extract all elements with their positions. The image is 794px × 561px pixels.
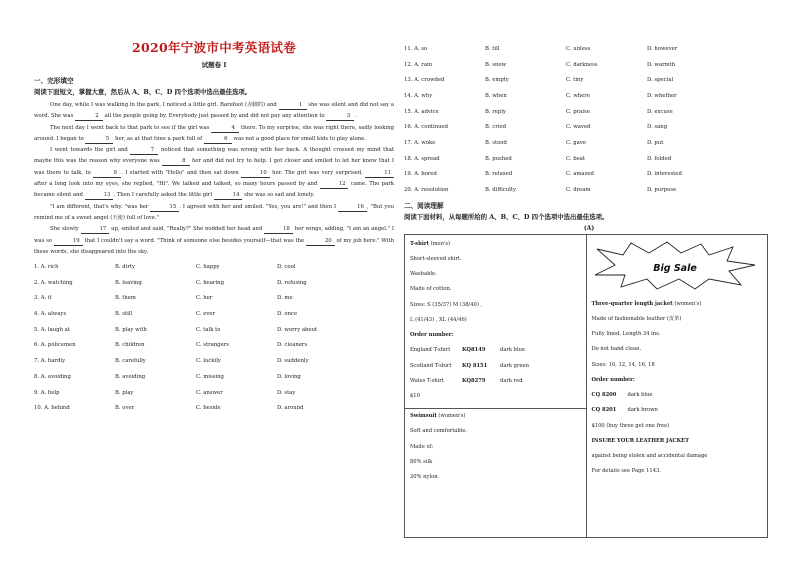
- tshirt-order-row: [405, 374, 586, 389]
- order-color: dark blue: [627, 392, 653, 399]
- options-left: [34, 259, 394, 416]
- big-sale-burst: [591, 241, 759, 295]
- option-choice[interactable]: B. difficulty: [485, 187, 516, 194]
- option-row: [34, 275, 394, 291]
- jacket-order-label: Order number:: [591, 376, 635, 383]
- order-color: dark red: [500, 377, 523, 384]
- swimsuit-line: 80% silk: [410, 458, 433, 465]
- option-choice[interactable]: B. children: [115, 342, 145, 349]
- swimsuit-note: (women's): [436, 413, 466, 420]
- jacket-orders: [587, 388, 768, 418]
- cloze-passage: [34, 100, 394, 258]
- option-row: [404, 167, 774, 183]
- swimsuit-line: Soft and comfortable.: [410, 428, 468, 435]
- option-row: [34, 291, 394, 307]
- option-choice[interactable]: D. warmth: [647, 61, 676, 68]
- blank-7[interactable]: 7: [130, 146, 158, 155]
- order-code: KQ8149: [462, 347, 486, 354]
- passage-text: "I am different, that's why. "was her: [50, 203, 151, 210]
- option-choice[interactable]: C. answer: [196, 389, 223, 396]
- option-choice[interactable]: 16. A. continued: [404, 124, 449, 131]
- blank-15[interactable]: 15: [150, 203, 179, 212]
- option-choice[interactable]: C. unless: [566, 45, 591, 52]
- option-choice[interactable]: C. praise: [566, 108, 590, 115]
- jacket-price: $100 (buy three get one free): [591, 422, 670, 429]
- blank-20[interactable]: 20: [306, 237, 335, 246]
- passage-text: . Then I carefully asked the little girl: [113, 192, 214, 199]
- blank-14[interactable]: 14: [214, 191, 243, 200]
- passage-paragraph: [34, 145, 394, 201]
- jacket-insure-line: For details see Page 1143.: [591, 468, 661, 475]
- tshirt-order-row: [405, 359, 586, 374]
- jacket-insure-line: against being stolen and accidental damage: [591, 452, 708, 459]
- tshirt-sizes: Sizes: S (35/37) M (38/40) ,: [410, 301, 483, 308]
- jacket-line: Do not hand clean.: [591, 346, 642, 353]
- passage-text: noticed that something was wrong with her back. A thought crossed my mind that maybe this was the reason why everyone was: [34, 147, 395, 165]
- option-choice[interactable]: D. suddenly: [277, 358, 309, 365]
- section1-title: 一、完形填空: [34, 77, 74, 85]
- option-row: [34, 338, 394, 354]
- ad-right-column: [587, 235, 768, 537]
- option-row: [404, 88, 774, 104]
- option-choice[interactable]: 20. A. resolution: [404, 187, 449, 194]
- order-name: Scotland T-shirt: [410, 362, 452, 369]
- passage-text: came. The park became silent and: [34, 181, 394, 199]
- tshirt-price: $10: [410, 392, 420, 399]
- option-choice[interactable]: D. special: [647, 77, 674, 84]
- option-choice[interactable]: B. stood: [485, 139, 507, 146]
- option-choice[interactable]: D. put: [647, 139, 664, 146]
- option-choice[interactable]: 15. A. advice: [404, 108, 439, 115]
- option-choice[interactable]: D. me: [277, 295, 293, 302]
- swimsuit-section: [405, 408, 586, 485]
- tshirt-orders: [405, 343, 586, 389]
- passage-text: all the people going by. Everybody just passed by and did not pay any attention to: [102, 113, 327, 120]
- option-choice[interactable]: C. luckily: [196, 358, 221, 365]
- order-code: CQ 8200: [591, 392, 617, 399]
- option-choice[interactable]: D. interested: [647, 171, 682, 178]
- option-choice[interactable]: B. carefully: [115, 358, 146, 365]
- passage-text: .: [354, 113, 357, 120]
- tshirt-line: Washable.: [410, 271, 437, 278]
- option-choice[interactable]: D. worry about: [277, 326, 318, 333]
- option-row: [404, 119, 774, 135]
- option-choice[interactable]: D. once: [277, 311, 298, 318]
- option-row: [404, 72, 774, 88]
- option-row: [404, 57, 774, 73]
- blank-10[interactable]: 10: [241, 169, 270, 178]
- option-choice[interactable]: B. pushed: [485, 155, 512, 162]
- part-label: (A): [583, 224, 595, 232]
- passage-text: I went towards the girl and: [50, 147, 131, 154]
- option-choice[interactable]: B. leaving: [115, 279, 142, 286]
- passage-text: . I agreed with her and smiled. "Yes, you are!" and then I: [179, 203, 339, 210]
- blank-6[interactable]: 6: [204, 135, 232, 144]
- blank-19[interactable]: 19: [54, 237, 83, 246]
- option-choice[interactable]: B. cried: [485, 124, 506, 131]
- tshirt-sizes2: L (41/43) , XL (44/46): [410, 316, 467, 323]
- blank-5[interactable]: 5: [85, 135, 113, 144]
- right-column: [404, 40, 774, 538]
- order-code: KQ 8151: [462, 362, 488, 369]
- left-column: [34, 38, 394, 416]
- passage-text: of my job here." With these words, she disappeared into the sky.: [34, 237, 394, 255]
- option-choice[interactable]: C. waved: [566, 124, 591, 131]
- option-choice[interactable]: B. empty: [485, 77, 509, 84]
- passage-text: there. To my surprise, she was right there, sadly looking around. I began to: [34, 124, 394, 142]
- option-row: [404, 135, 774, 151]
- option-choice[interactable]: 17. A. woke: [404, 139, 436, 146]
- jacket-order-row: [587, 388, 768, 403]
- passage-text: she was so sad and lonely.: [242, 192, 315, 199]
- tshirt-line: Made of cotton.: [410, 286, 452, 293]
- big-sale-label: Big Sale: [652, 262, 697, 274]
- option-choice[interactable]: B. avoiding: [115, 373, 146, 380]
- option-row: [34, 369, 394, 385]
- order-color: dark green: [500, 362, 529, 369]
- passage-text: that I couldn't say a word. "Think of someone else besides yourself—that was the: [82, 237, 306, 244]
- ad-left-column: [405, 235, 587, 537]
- option-row: [34, 259, 394, 275]
- page-title: 2020年宁波市中考英语试卷: [132, 40, 296, 55]
- blank-18[interactable]: 18: [264, 225, 293, 234]
- order-name: Wales T-shirt: [410, 377, 444, 384]
- option-choice[interactable]: B. when: [485, 92, 507, 99]
- option-choice[interactable]: B. play: [115, 389, 134, 396]
- starburst-icon: [591, 241, 759, 291]
- option-choice[interactable]: C. beside: [196, 405, 221, 412]
- option-choice[interactable]: C. missing: [196, 373, 224, 380]
- option-choice[interactable]: B. reply: [485, 108, 507, 115]
- option-choice[interactable]: D. stay: [277, 389, 296, 396]
- blank-3[interactable]: 3: [326, 112, 354, 121]
- passage-text: , "But you remind me of a sweet angel (天使) full of love.": [34, 203, 395, 221]
- passage-text: One day, while I was walking in the park, I noticed a little girl. Barefoot (赤脚的) and: [50, 102, 279, 108]
- passage-text: her, as at that time a park full of: [113, 135, 204, 142]
- passage-paragraph: [34, 202, 394, 225]
- option-choice[interactable]: C. talk to: [196, 326, 221, 333]
- option-choice[interactable]: 4. A. always: [34, 311, 67, 318]
- option-choice[interactable]: B. them: [115, 295, 136, 302]
- blank-1[interactable]: 1: [279, 101, 307, 110]
- option-choice[interactable]: 5. A. laugh at: [34, 326, 70, 333]
- option-choice[interactable]: 10. A. behind: [34, 405, 70, 412]
- passage-paragraph: [34, 123, 394, 146]
- advertisement-box: [404, 234, 768, 538]
- order-color: dark blue: [500, 347, 526, 354]
- option-choice[interactable]: 8. A. avoiding: [34, 373, 71, 380]
- option-choice[interactable]: 13. A. crowded: [404, 77, 445, 84]
- option-choice[interactable]: D. refusing: [277, 279, 307, 286]
- passage-text: after a long look into my eyes, she replied, "Hi". We talked and talked, so many hours passed by and: [34, 181, 320, 188]
- option-choice[interactable]: 18. A. spread: [404, 155, 440, 162]
- blank-4[interactable]: 4: [211, 124, 239, 133]
- page-subtitle: 试题卷 I: [201, 61, 227, 69]
- option-row: [34, 400, 394, 416]
- option-choice[interactable]: D. whether: [647, 92, 677, 99]
- passage-text: was not a good place for small kids to play alone.: [231, 135, 366, 142]
- passage-text: her wings, adding, "I am an angel." I was so: [34, 226, 394, 244]
- option-choice[interactable]: B. play with: [115, 326, 147, 333]
- option-choice[interactable]: D. cleaners: [277, 342, 308, 349]
- jacket-line: Sizes: 10, 12, 14, 16, 18: [591, 361, 655, 368]
- option-choice[interactable]: D. folded: [647, 155, 672, 162]
- order-name: England T-shirt: [410, 347, 451, 354]
- option-choice[interactable]: 11. A. so: [404, 45, 428, 52]
- option-choice[interactable]: 14. A. why: [404, 92, 433, 99]
- tshirt-order-label: Order number:: [410, 332, 454, 339]
- passage-paragraph: [34, 100, 394, 123]
- option-choice[interactable]: C. beat: [566, 155, 586, 162]
- option-choice[interactable]: C. tiny: [566, 77, 584, 84]
- blank-13[interactable]: 13: [85, 191, 114, 200]
- option-choice[interactable]: 12. A. rain: [404, 61, 433, 68]
- option-choice[interactable]: C. her: [196, 295, 213, 302]
- option-choice[interactable]: D. sang: [647, 124, 668, 131]
- option-row: [404, 151, 774, 167]
- option-choice[interactable]: 2. A. watching: [34, 279, 73, 286]
- blank-17[interactable]: 17: [81, 225, 110, 234]
- passage-text: her. The girl was very surprised,: [269, 169, 366, 176]
- option-choice[interactable]: 6. A. policemen: [34, 342, 76, 349]
- option-row: [404, 182, 774, 198]
- passage-text: she was silent and did not say a word. She was: [34, 102, 394, 120]
- option-choice[interactable]: B. relaxed: [485, 171, 513, 178]
- option-choice[interactable]: C. where: [566, 92, 590, 99]
- options-right: [404, 41, 774, 198]
- tshirt-order-row: [405, 343, 586, 358]
- passage-text: up, smiled and said, "Really?" She nodded her head and: [109, 226, 265, 233]
- blank-12[interactable]: 12: [320, 180, 349, 189]
- option-choice[interactable]: D. excuse: [647, 108, 673, 115]
- blank-2[interactable]: 2: [75, 112, 103, 121]
- passage-text: her and did not try to help. I got closer and smiled to let her know that I was there to talk, to: [34, 158, 394, 176]
- section1-instruction: 阅读下面短文，掌握大意，然后从 A、B、C、D 四个选项中选出最佳选项。: [34, 88, 252, 96]
- jacket-line: Made of fashionable leather (皮革): [591, 316, 682, 323]
- jacket-title: Three-quarter length jacket: [591, 300, 673, 307]
- option-choice[interactable]: B. over: [115, 405, 135, 412]
- tshirt-title: T-shirt: [410, 240, 429, 247]
- option-choice[interactable]: B. still: [115, 311, 133, 318]
- option-choice[interactable]: C. strangers: [196, 342, 229, 349]
- option-row: [34, 385, 394, 401]
- jacket-line: Fully lined. Length 34 ins.: [591, 331, 661, 338]
- option-row: [404, 41, 774, 57]
- blank-8[interactable]: 8: [162, 157, 190, 166]
- option-choice[interactable]: 19. A. bored: [404, 171, 437, 178]
- swimsuit-title: Swimsuit: [410, 413, 437, 420]
- jacket-insure: INSURE YOUR LEATHER JACKET: [591, 437, 689, 444]
- option-choice[interactable]: 7. A. hardly: [34, 358, 66, 365]
- option-choice[interactable]: D. cool: [277, 264, 296, 270]
- option-choice[interactable]: C. gave: [566, 139, 586, 146]
- option-choice[interactable]: 1. A. rich: [34, 264, 59, 270]
- tshirt-note: (men's): [428, 240, 451, 247]
- blank-11[interactable]: 11: [365, 169, 394, 178]
- passage-text: She slowly: [50, 226, 81, 233]
- section2-title: 二、阅读理解: [404, 201, 444, 210]
- blank-16[interactable]: 16: [338, 203, 367, 212]
- option-row: [34, 306, 394, 322]
- jacket-note: (women's): [672, 300, 702, 307]
- option-choice[interactable]: 3. A. it: [34, 295, 52, 302]
- option-choice[interactable]: C. darkness: [566, 61, 598, 68]
- passage-text: . I started with "Hello" and then sat down: [121, 169, 242, 176]
- option-choice[interactable]: C. ever: [196, 311, 216, 318]
- swimsuit-line: Made of:: [410, 443, 434, 450]
- passage-text: The next day I went back to that park to see if the girl was: [50, 124, 212, 131]
- option-choice[interactable]: B. till: [485, 45, 500, 52]
- swimsuit-line: 20% nylon.: [410, 473, 440, 480]
- option-choice[interactable]: 9. A. help: [34, 389, 60, 396]
- option-choice[interactable]: C. hearing: [196, 279, 224, 286]
- blank-9[interactable]: 9: [93, 169, 121, 178]
- option-choice[interactable]: B. snow: [485, 61, 507, 68]
- option-choice[interactable]: D. purpose: [647, 187, 677, 194]
- option-choice[interactable]: D. loving: [277, 373, 301, 380]
- option-choice[interactable]: C. happy: [196, 264, 220, 270]
- option-choice[interactable]: D. around: [277, 405, 304, 412]
- option-row: [404, 104, 774, 120]
- section2-instruction: 阅读下面材料，从每题所给的 A、B、C、D 四个选项中选出最佳选项。: [404, 212, 609, 221]
- option-choice[interactable]: C. dream: [566, 187, 591, 194]
- jacket-order-row: [587, 403, 768, 418]
- passage-paragraph: [34, 224, 394, 258]
- order-code: KQ8279: [462, 377, 486, 384]
- option-row: [34, 353, 394, 369]
- order-code: CQ 8201: [591, 407, 617, 414]
- order-color: dark brown: [627, 407, 658, 414]
- option-choice[interactable]: C. amazed: [566, 171, 594, 178]
- option-choice[interactable]: D. however: [647, 45, 678, 52]
- option-choice[interactable]: B. dirty: [115, 264, 135, 270]
- tshirt-line: Short-sleeved shirt.: [410, 256, 462, 263]
- option-row: [34, 322, 394, 338]
